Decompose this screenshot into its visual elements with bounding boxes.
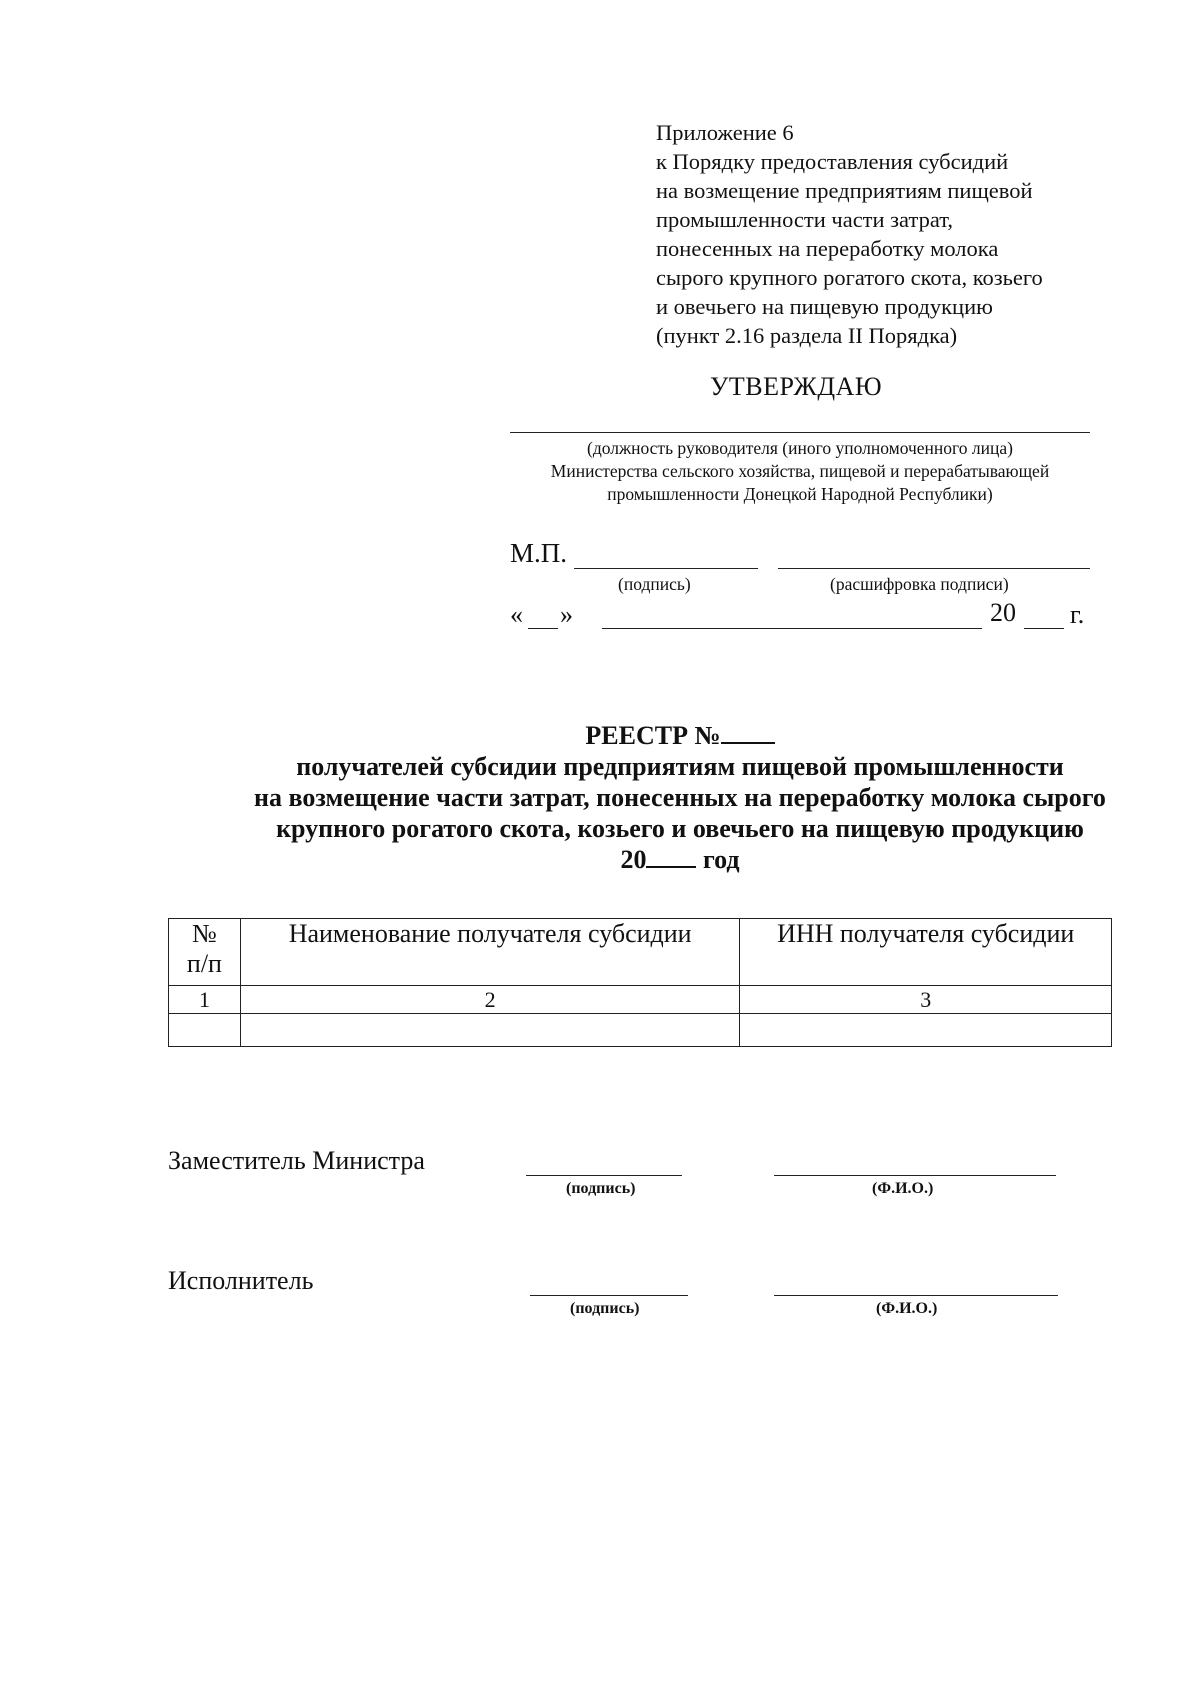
appendix-line: на возмещение предприятиям пищевой bbox=[656, 178, 1033, 203]
header-number bbox=[169, 919, 241, 986]
approval-heading: УТВЕРЖДАЮ bbox=[710, 372, 883, 401]
table-numbering-row bbox=[169, 986, 1112, 1014]
date-open-quote: « bbox=[510, 600, 523, 629]
date-day-line[interactable] bbox=[528, 628, 558, 629]
position-signature-line[interactable] bbox=[510, 432, 1090, 433]
title-line-4: крупного рогатого скота, козьего и овечьего на пищевую продукцию bbox=[276, 814, 1084, 843]
header-recipient-inn: ИНН получателя субсидии bbox=[740, 919, 1112, 986]
date-year-suffix: г. bbox=[1070, 600, 1085, 629]
title-line-1 bbox=[150, 720, 1200, 751]
position-caption bbox=[510, 437, 1090, 506]
title-line-2: получателей субсидии предприятиям пищевой промышленности bbox=[296, 752, 1064, 781]
appendix-line: сырого крупного рогатого скота, козьего bbox=[656, 265, 1043, 290]
column-number-2: 2 bbox=[240, 986, 739, 1014]
row-number-cell[interactable] bbox=[169, 1014, 241, 1047]
title-line-3: на возмещение части затрат, понесенных на переработку молока сырого bbox=[254, 783, 1106, 812]
title-year-blank[interactable] bbox=[646, 844, 696, 868]
executor-name-caption: (Ф.И.О.) bbox=[876, 1300, 938, 1317]
signature-decoding-line[interactable] bbox=[778, 568, 1090, 569]
deputy-signature-caption: (подпись) bbox=[566, 1180, 636, 1197]
title-year-suffix: год bbox=[702, 845, 740, 874]
deputy-name-caption: (Ф.И.О.) bbox=[872, 1180, 934, 1197]
header-number-abbr: п/п bbox=[186, 949, 222, 978]
row-name-cell[interactable] bbox=[240, 1014, 739, 1047]
title-year-line bbox=[150, 844, 1200, 875]
registry-title bbox=[150, 720, 1200, 875]
title-year-prefix: 20 bbox=[620, 845, 647, 874]
appendix-line: понесенных на переработку молока bbox=[656, 236, 999, 261]
executor-signature-line[interactable] bbox=[530, 1295, 688, 1296]
row-inn-cell[interactable] bbox=[740, 1014, 1112, 1047]
signature-line[interactable] bbox=[574, 568, 758, 569]
date-year-prefix: 20 bbox=[990, 598, 1016, 627]
table-header-row bbox=[169, 919, 1112, 986]
deputy-name-line[interactable] bbox=[774, 1175, 1056, 1176]
appendix-line: Приложение 6 bbox=[656, 120, 794, 145]
date-year-line[interactable] bbox=[1024, 628, 1064, 629]
date-close-quote: » bbox=[560, 600, 573, 629]
table-row bbox=[169, 1014, 1112, 1047]
registry-number-line[interactable] bbox=[721, 720, 775, 744]
executor-label: Исполнитель bbox=[168, 1266, 314, 1295]
appendix-line: (пункт 2.16 раздела II Порядка) bbox=[656, 323, 958, 348]
registry-table bbox=[168, 918, 1112, 1047]
executor-signature-caption: (подпись) bbox=[570, 1300, 640, 1317]
stamp-place-label: М.П. bbox=[510, 538, 568, 568]
appendix-line: и овечьего на пищевую продукцию bbox=[656, 294, 993, 319]
column-number-3: 3 bbox=[740, 986, 1112, 1014]
signature-caption: (подпись) bbox=[618, 574, 691, 594]
date-month-line[interactable] bbox=[602, 628, 982, 629]
position-caption-line: Министерства сельского хозяйства, пищевой и перерабатывающей bbox=[550, 461, 1050, 481]
executor-name-line[interactable] bbox=[774, 1295, 1058, 1296]
header-recipient-name: Наименование получателя субсидии bbox=[240, 919, 739, 986]
position-caption-line: промышленности Донецкой Народной Республики) bbox=[607, 484, 993, 504]
appendix-line: промышленности части затрат, bbox=[656, 207, 953, 232]
header-number-symbol: № bbox=[192, 919, 217, 948]
decoding-caption: (расшифровка подписи) bbox=[830, 574, 1009, 594]
position-caption-line: (должность руководителя (иного уполномоченного лица) bbox=[587, 438, 1013, 458]
appendix-block bbox=[656, 118, 1096, 350]
deputy-signature-line[interactable] bbox=[526, 1175, 682, 1176]
title-registry-label: РЕЕСТР № bbox=[585, 721, 721, 750]
appendix-line: к Порядку предоставления субсидий bbox=[656, 149, 1009, 174]
deputy-minister-label: Заместитель Министра bbox=[168, 1146, 425, 1175]
column-number-1: 1 bbox=[169, 986, 241, 1014]
